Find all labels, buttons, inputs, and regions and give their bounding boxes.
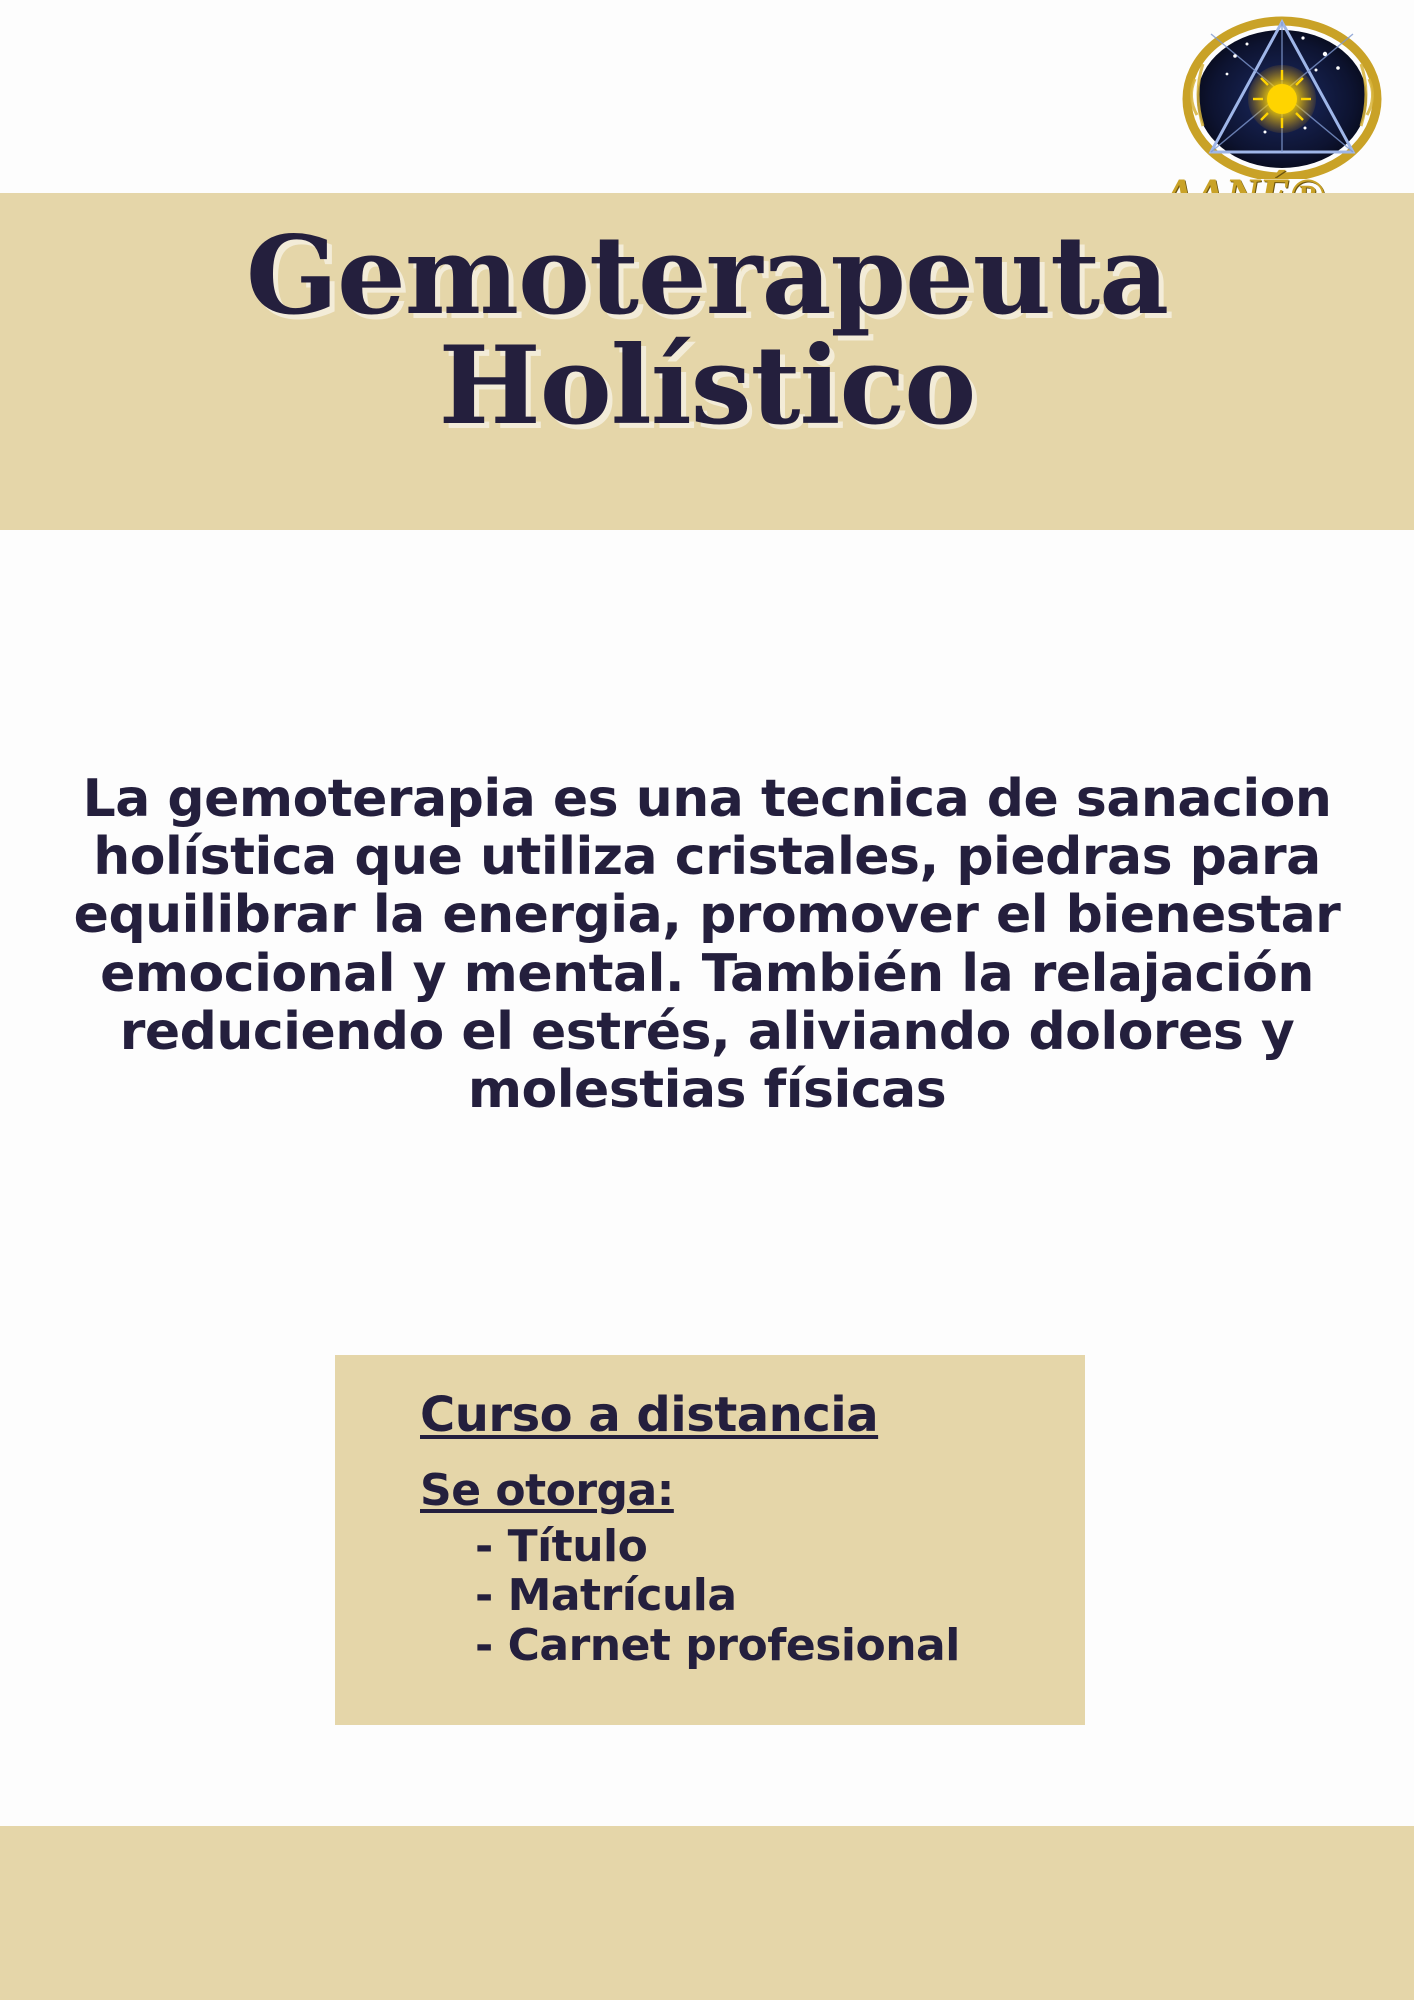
- page-title-line-1: Gemoterapeuta: [245, 213, 1169, 339]
- list-item: - Carnet profesional: [475, 1619, 960, 1671]
- list-item: - Título: [475, 1521, 648, 1572]
- footer-banner: [0, 1826, 1414, 2000]
- description-paragraph: La gemoterapia es una tecnica de sanacion holística que utiliza cristales, piedras para equilibrar la energia, promover el bienestar emocional y mental. También la relajación reduciendo el estrés, aliviando dolores y molestias físicas: [73, 769, 1341, 1121]
- page-title: [0, 213, 1414, 450]
- title-banner: [0, 193, 1414, 530]
- list-item: - Matrícula: [475, 1570, 737, 1622]
- aane-emblem-icon: [1175, 4, 1390, 179]
- course-info-box: [335, 1355, 1085, 1725]
- course-info-subheading: Se otorga:: [420, 1465, 674, 1516]
- page-title-line-2: Holístico: [438, 323, 976, 450]
- course-info-heading: Curso a distancia: [420, 1387, 879, 1443]
